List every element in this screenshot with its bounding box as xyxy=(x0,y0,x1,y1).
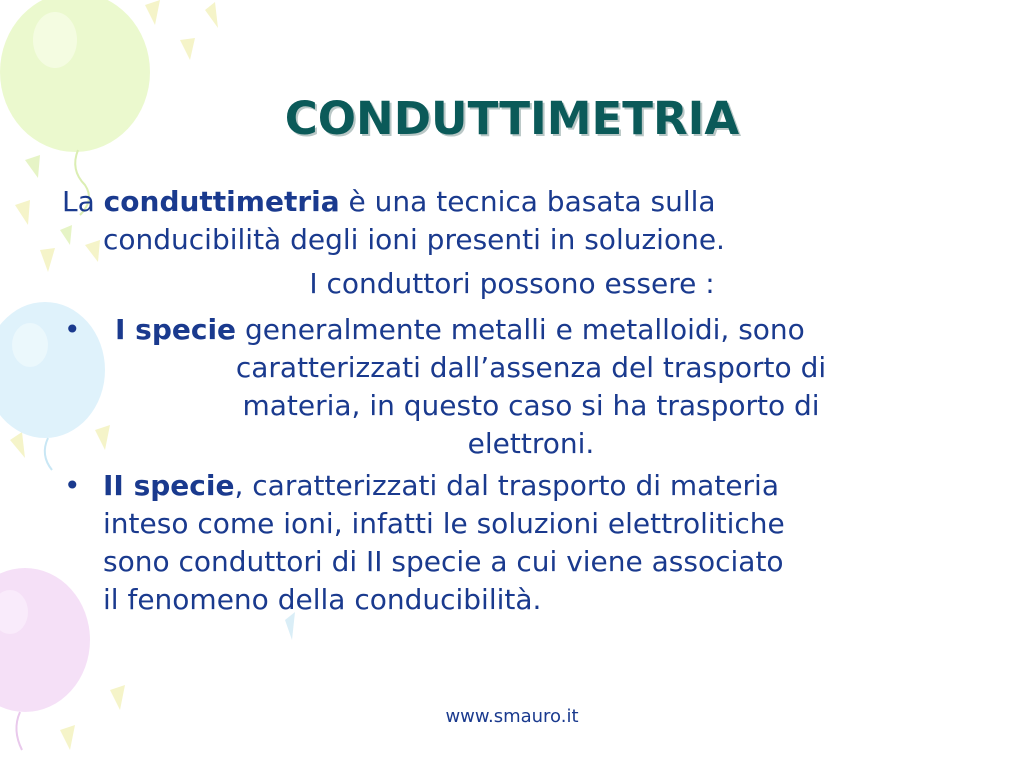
bullet-2-rest: , caratterizzati dal trasporto di materia xyxy=(234,469,779,502)
slide-title: CONDUTTIMETRIA xyxy=(284,92,740,145)
bullet-2-line-4: il fenomeno della conducibilità. xyxy=(103,583,542,616)
bullet-1-term: I specie xyxy=(115,313,237,346)
bullet-2-line-1 xyxy=(103,467,779,505)
bullet-1-line-4: elettroni. xyxy=(467,427,595,460)
bullet-1-line-2: caratterizzati dall’assenza del trasporto di xyxy=(235,351,827,384)
intro-prefix: La xyxy=(62,185,104,218)
bullet-1-line-3: materia, in questo caso si ha trasporto di xyxy=(242,389,820,422)
intro-line-1 xyxy=(62,183,716,221)
intro-term: conduttimetria xyxy=(103,185,340,218)
footer-url: www.smauro.it xyxy=(445,706,579,727)
subheading: I conduttori possono essere : xyxy=(309,267,715,300)
bullet-1-line-1 xyxy=(115,311,805,349)
bullet-2-line-3: sono conduttori di II specie a cui viene associato xyxy=(103,545,784,578)
bullet-2-term: II specie xyxy=(103,469,235,502)
bullet-marker-1: • xyxy=(64,313,81,346)
bullet-marker-2: • xyxy=(64,469,81,502)
intro-line-2: conducibilità degli ioni presenti in soluzione. xyxy=(103,223,725,256)
bullet-1-rest: generalmente metalli e metalloidi, sono xyxy=(236,313,805,346)
bullet-2-line-2: inteso come ioni, infatti le soluzioni elettrolitiche xyxy=(103,507,785,540)
intro-rest: è una tecnica basata sulla xyxy=(339,185,716,218)
